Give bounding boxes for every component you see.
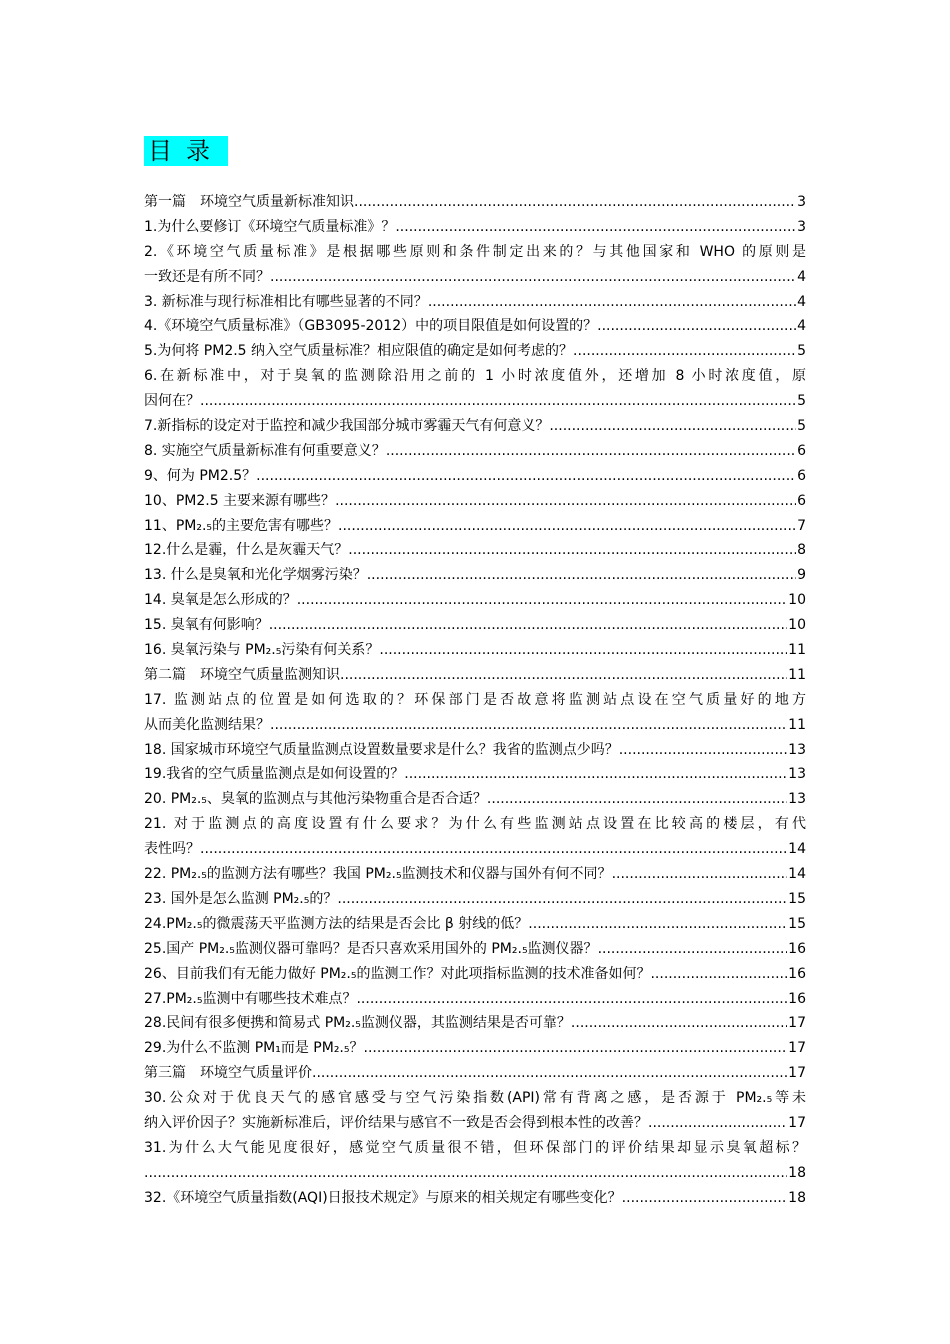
toc-entry[interactable] [144, 887, 806, 912]
toc-entry-leader-line [144, 414, 806, 439]
toc-entry[interactable] [144, 1086, 806, 1136]
dot-leader [312, 1061, 787, 1086]
toc-page-number: 3 [797, 194, 806, 210]
toc-page-number: 5 [797, 393, 806, 410]
toc-entry-leader-line [144, 588, 806, 613]
toc-entry-leader-line [144, 887, 806, 912]
toc-page-number: 18 [788, 1189, 806, 1206]
toc-entry[interactable] [144, 1061, 806, 1086]
toc-page-number: 16 [788, 965, 806, 982]
toc-page-number: 4 [797, 318, 806, 335]
dot-leader [395, 215, 796, 240]
toc-entry-title: 5.为何将 PM2.5 纳入空气质量标准？相应限值的确定是如何考虑的？ [144, 343, 574, 360]
toc-entry-leader-line [144, 1186, 806, 1211]
toc-entry[interactable] [144, 638, 806, 663]
toc-entry[interactable] [144, 762, 806, 787]
dot-leader [619, 738, 787, 763]
dot-leader [404, 762, 787, 787]
toc-entry-leader-line [144, 1036, 806, 1061]
toc-entry-line: 31.为什么大气能见度很好，感觉空气质量很不错，但环保部门的评价结果却显示臭氧超标？ [144, 1139, 806, 1156]
toc-page-number: 15 [788, 890, 806, 907]
toc-entry-title: 14. 臭氧是怎么形成的？ [144, 592, 297, 609]
toc-entry[interactable] [144, 962, 806, 987]
toc-entry-title: 27.PM₂.₅监测中有哪些技术难点？ [144, 990, 357, 1007]
toc-entry-title: 3. 新标准与现行标准相比有哪些显著的不同？ [144, 293, 428, 310]
toc-entry-leader-line [144, 265, 806, 290]
toc-entry-leader-line [144, 1011, 806, 1036]
toc-page-number: 7 [797, 517, 806, 534]
dot-leader [597, 314, 796, 339]
toc-entry[interactable] [144, 538, 806, 563]
toc-entry-title: 因何在？ [144, 393, 200, 410]
dot-leader [270, 713, 787, 738]
toc-entry-title: 26、目前我们有无能力做好 PM₂.₅的监测工作？对此项指标监测的技术准备如何？ [144, 965, 651, 982]
toc-entry-title: 22. PM₂.₅的监测方法有哪些？我国 PM₂.₅监测技术和仪器与国外有何不同？ [144, 866, 612, 883]
toc-entry[interactable] [144, 787, 806, 812]
toc-entry-leader-line [144, 962, 806, 987]
toc-entry-title: 29.为什么不监测 PM₁而是 PM₂.₅？ [144, 1040, 364, 1057]
toc-page-number: 11 [788, 642, 806, 659]
toc-entry-leader-line [144, 538, 806, 563]
toc-entry-leader-line [144, 489, 806, 514]
toc-entry-leader-line [144, 439, 806, 464]
toc-page-number: 13 [788, 791, 806, 808]
toc-page-number: 17 [788, 1040, 806, 1057]
toc-entry[interactable] [144, 588, 806, 613]
toc-entry-leader-line [144, 987, 806, 1012]
toc-page-number: 17 [788, 1015, 806, 1032]
dot-leader [354, 190, 796, 215]
toc-entry-title: 24.PM₂.₅的微震荡天平监测方法的结果是否会比 β 射线的低？ [144, 915, 529, 932]
toc-page-number: 18 [788, 1164, 806, 1181]
toc-entry-title: 第三篇 环境空气质量评价 [144, 1065, 312, 1082]
toc-page-number: 11 [788, 716, 806, 733]
toc-entry-leader-line [144, 514, 806, 539]
toc-entry-line: 6.在新标准中，对于臭氧的监测除沿用之前的 1 小时浓度值外，还增加 8 小时浓度值，原 [144, 368, 806, 385]
toc-entry-leader-line [144, 787, 806, 812]
dot-leader [648, 1111, 787, 1136]
toc-entry[interactable] [144, 1036, 806, 1061]
toc-entry-title: 8. 实施空气质量新标准有何重要意义？ [144, 442, 386, 459]
toc-page-number: 13 [788, 741, 806, 758]
toc-entry-line: 2.《环境空气质量标准》是根据哪些原则和条件制定出来的？与其他国家和 WHO 的原则是 [144, 243, 806, 260]
toc-entry-title: 18. 国家城市环境空气质量监测点设置数量要求是什么？我省的监测点少吗？ [144, 741, 619, 758]
toc-page-number: 10 [788, 592, 806, 609]
toc-page-number: 4 [797, 268, 806, 285]
toc-entry[interactable] [144, 738, 806, 763]
toc-entry[interactable] [144, 812, 806, 862]
toc-page-number: 16 [788, 990, 806, 1007]
toc-entry-leader-line [144, 215, 806, 240]
dot-leader [270, 265, 796, 290]
toc-entry-leader-line [144, 613, 806, 638]
toc-entry-line: 21. 对于监测点的高度设置有什么要求？为什么有些监测站点设置在比较高的楼层，有代 [144, 816, 806, 833]
dot-leader [269, 613, 787, 638]
dot-leader [367, 563, 796, 588]
toc-entry-leader-line [144, 563, 806, 588]
toc-entry-title: 从而美化监测结果？ [144, 716, 270, 733]
toc-entry[interactable] [144, 439, 806, 464]
dot-leader [144, 1161, 787, 1186]
toc-entry[interactable] [144, 240, 806, 290]
dot-leader [335, 489, 796, 514]
toc-entry-leader-line [144, 1061, 806, 1086]
toc-entry-leader-line [144, 290, 806, 315]
toc-page-number: 8 [797, 542, 806, 559]
toc-entry[interactable] [144, 414, 806, 439]
toc-entry-title: 12.什么是霾，什么是灰霾天气？ [144, 542, 349, 559]
toc-entry-leader-line [144, 937, 806, 962]
dot-leader [386, 439, 796, 464]
toc-entry[interactable] [144, 314, 806, 339]
toc-entry-title: 13. 什么是臭氧和光化学烟雾污染？ [144, 567, 367, 584]
toc-entry[interactable] [144, 190, 806, 215]
toc-page-number: 10 [788, 617, 806, 634]
toc-entry-title: 19.我省的空气质量监测点是如何设置的？ [144, 766, 405, 783]
toc-entry-leader-line [144, 314, 806, 339]
dot-leader [622, 1186, 788, 1211]
toc-entry-leader-line [144, 339, 806, 364]
toc-entry-title: 7.新指标的设定对于监控和减少我国部分城市雾霾天气有何意义？ [144, 418, 550, 435]
toc-entry-title: 20. PM₂.₅、臭氧的监测点与其他污染物重合是否合适？ [144, 791, 487, 808]
toc-entry-title: 第二篇 环境空气质量监测知识 [144, 666, 340, 683]
toc-entry-leader-line [144, 190, 806, 215]
toc-entry[interactable] [144, 339, 806, 364]
toc-page-number: 14 [788, 841, 806, 858]
table-of-contents [144, 190, 806, 1211]
toc-entry-title: 表性吗？ [144, 841, 200, 858]
toc-entry-title: 4.《环境空气质量标准》（GB3095-2012）中的项目限值是如何设置的？ [144, 318, 598, 335]
toc-entry[interactable] [144, 987, 806, 1012]
toc-entry[interactable] [144, 489, 806, 514]
toc-entry[interactable] [144, 290, 806, 315]
dot-leader [348, 538, 796, 563]
dot-leader [650, 962, 787, 987]
toc-page-number: 5 [797, 418, 806, 435]
toc-entry-title: 15. 臭氧有何影响？ [144, 617, 269, 634]
toc-entry[interactable] [144, 215, 806, 240]
toc-entry-title: 9、何为 PM2.5？ [144, 467, 257, 484]
toc-entry-title: 第一篇 环境空气质量新标准知识 [144, 194, 354, 210]
toc-heading: 目录 [144, 136, 228, 166]
dot-leader [337, 887, 787, 912]
toc-entry-title: 10、PM2.5 主要来源有哪些？ [144, 492, 336, 509]
dot-leader [612, 862, 788, 887]
dot-leader [297, 588, 787, 613]
toc-page-number: 9 [797, 567, 806, 584]
toc-page-number: 6 [797, 467, 806, 484]
toc-page-number: 3 [797, 218, 806, 235]
toc-page-number: 11 [788, 666, 806, 683]
dot-leader [487, 787, 787, 812]
toc-entry-leader-line [144, 862, 806, 887]
dot-leader [549, 414, 796, 439]
toc-entry-title: 一致还是有所不同？ [144, 268, 270, 285]
toc-entry-leader-line [144, 638, 806, 663]
dot-leader [200, 389, 796, 414]
dot-leader [528, 912, 787, 937]
dot-leader [356, 987, 787, 1012]
toc-page-number: 14 [788, 866, 806, 883]
toc-page-number: 17 [788, 1065, 806, 1082]
toc-entry-leader-line [144, 663, 806, 688]
toc-entry-leader-line [144, 738, 806, 763]
toc-entry[interactable] [144, 364, 806, 414]
toc-entry[interactable] [144, 663, 806, 688]
toc-page-number: 13 [788, 766, 806, 783]
toc-entry[interactable] [144, 688, 806, 738]
toc-entry-leader-line [144, 1161, 806, 1186]
toc-entry[interactable] [144, 862, 806, 887]
toc-entry-leader-line [144, 1111, 806, 1136]
toc-entry[interactable] [144, 563, 806, 588]
dot-leader [571, 1011, 787, 1036]
toc-entry-leader-line [144, 762, 806, 787]
toc-entry-title: 28.民间有很多便携和简易式 PM₂.₅监测仪器，其监测结果是否可靠？ [144, 1015, 571, 1032]
toc-entry-title: 25.国产 PM₂.₅监测仪器可靠吗？是否只喜欢采用国外的 PM₂.₅监测仪器？ [144, 940, 598, 957]
toc-entry-title: 16. 臭氧污染与 PM₂.₅污染有何关系？ [144, 642, 380, 659]
dot-leader [379, 638, 787, 663]
toc-page-number: 6 [797, 492, 806, 509]
toc-entry-line: 17. 监测站点的位置是如何选取的？环保部门是否故意将监测站点设在空气质量好的地方 [144, 691, 806, 708]
toc-entry-title: 23. 国外是怎么监测 PM₂.₅的？ [144, 890, 338, 907]
toc-entry-leader-line [144, 389, 806, 414]
toc-entry-leader-line [144, 464, 806, 489]
toc-entry-line: 30.公众对于优良天气的感官感受与空气污染指数(API)常有背离之感，是否源于 PM₂.₅等未 [144, 1090, 806, 1107]
dot-leader [338, 514, 796, 539]
toc-entry-leader-line [144, 837, 806, 862]
toc-page-number: 15 [788, 915, 806, 932]
dot-leader [200, 837, 787, 862]
dot-leader [573, 339, 796, 364]
toc-page-number: 16 [788, 940, 806, 957]
toc-page-number: 17 [788, 1114, 806, 1131]
toc-entry-title: 11、PM₂.₅的主要危害有哪些？ [144, 517, 339, 534]
toc-entry[interactable] [144, 1011, 806, 1036]
toc-page-number: 6 [797, 442, 806, 459]
toc-entry-leader-line [144, 713, 806, 738]
toc-entry-title: 纳入评价因子？实施新标准后，评价结果与感官不一致是否会得到根本性的改善？ [144, 1114, 648, 1131]
toc-entry[interactable] [144, 937, 806, 962]
toc-entry-leader-line [144, 912, 806, 937]
dot-leader [256, 464, 796, 489]
toc-entry[interactable] [144, 613, 806, 638]
toc-entry[interactable] [144, 464, 806, 489]
toc-entry-title: 1.为什么要修订《环境空气质量标准》？ [144, 218, 396, 235]
dot-leader [340, 663, 787, 688]
toc-entry[interactable] [144, 1136, 806, 1186]
toc-entry[interactable] [144, 514, 806, 539]
toc-entry-title: 32.《环境空气质量指数(AQI)日报技术规定》与原来的相关规定有哪些变化？ [144, 1189, 622, 1206]
toc-entry[interactable] [144, 1186, 806, 1211]
dot-leader [428, 290, 796, 315]
dot-leader [598, 937, 788, 962]
toc-entry[interactable] [144, 912, 806, 937]
toc-page-number: 5 [797, 343, 806, 360]
toc-page-number: 4 [797, 293, 806, 310]
dot-leader [364, 1036, 788, 1061]
